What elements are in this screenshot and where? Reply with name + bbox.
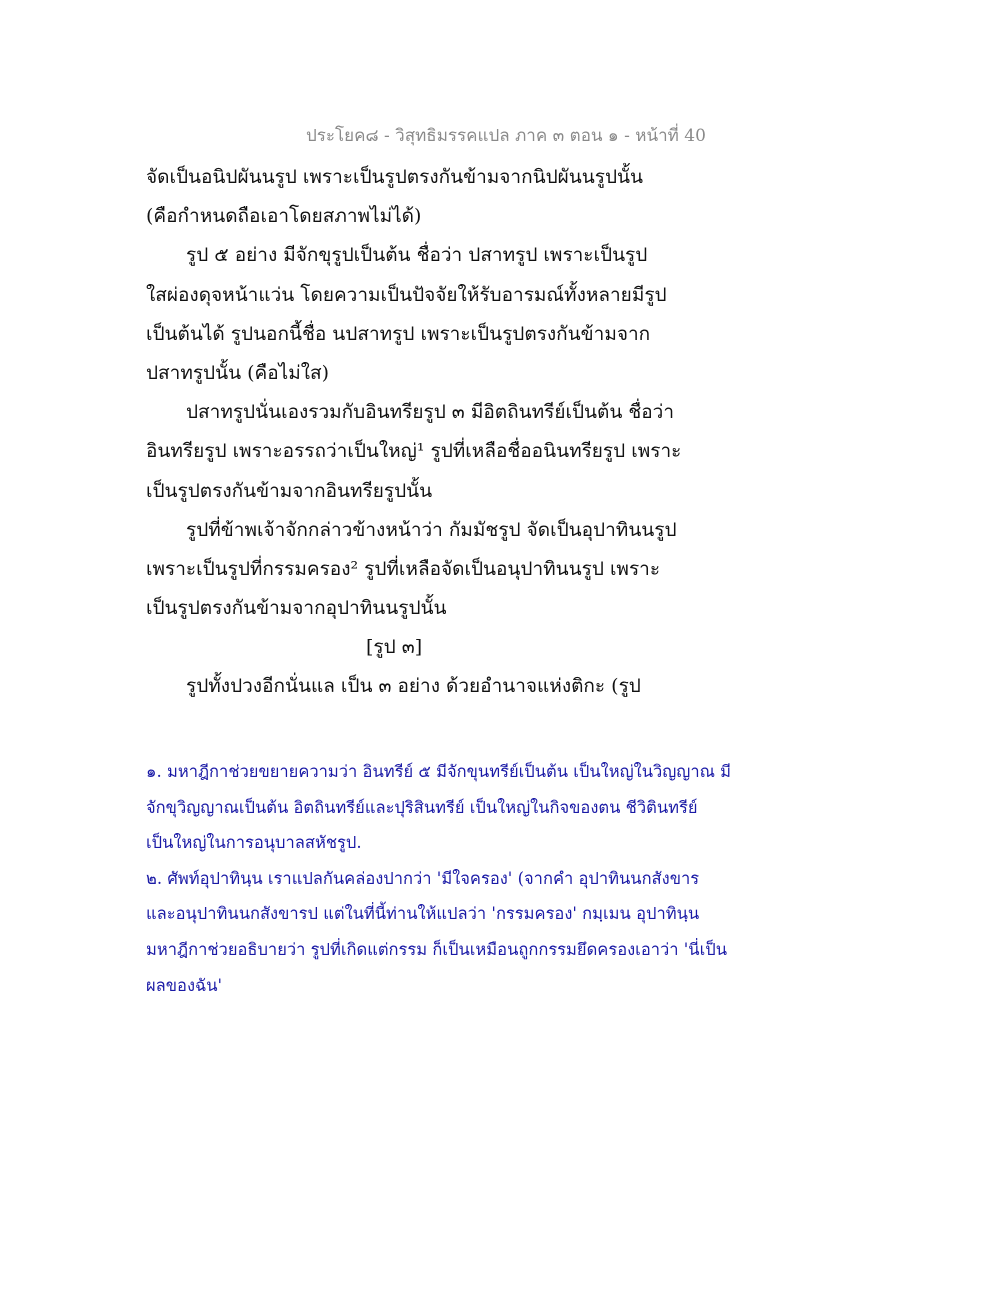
body-line: อินทรียรูป เพราะอรรถว่าเป็นใหญ่¹ รูปที่เหลือชื่ออนินทรียรูป เพราะ [146, 440, 682, 463]
footnote-line: จักขุวิญญาณเป็นต้น อิตถินทรีย์และปุริสินทรีย์ เป็นใหญ่ในกิจของตน ชีวิตินทรีย์ [146, 797, 698, 817]
section-heading: [รูป ๓] [366, 636, 423, 659]
body-line: เป็นต้นได้ รูปนอกนี้ชื่อ นปสาทรูป เพราะเป็นรูปตรงกันข้ามจาก [146, 322, 651, 345]
main-body-text [146, 158, 766, 707]
body-line: รูปที่ข้าพเจ้าจักกล่าวข้างหน้าว่า กัมมัชรูป จัดเป็นอุปาทินนรูป [186, 518, 677, 541]
body-line: รูป ๕ อย่าง มีจักขุรูปเป็นต้น ชื่อว่า ปสาทรูป เพราะเป็นรูป [186, 244, 648, 267]
body-line: (คือกำหนดถือเอาโดยสภาพไม่ได้) [146, 205, 422, 228]
footnote-line: เป็นใหญ่ในการอนุบาลสหัชรูป. [146, 833, 362, 853]
body-line: เพราะเป็นรูปที่กรรมครอง² รูปที่เหลือจัดเป็นอนุปาทินนรูป เพราะ [146, 557, 661, 580]
footnote-line: มหาฎีกาช่วยอธิบายว่า รูปที่เกิดแต่กรรม ก็เป็นเหมือนถูกกรรมยึดครองเอาว่า 'นี่เป็น [146, 939, 727, 959]
body-line: เป็นรูปตรงกันข้ามจากอินทรียรูปนั้น [146, 479, 433, 502]
footnote-line: ๑. มหาฎีกาช่วยขยายความว่า อินทรีย์ ๕ มีจักขุนทรีย์เป็นต้น เป็นใหญ่ในวิญญาณ มี [146, 762, 732, 781]
footnotes-section [146, 754, 786, 1003]
body-line: ใสผ่องดุจหน้าแว่น โดยความเป็นปัจจัยให้รับอารมณ์ทั้งหลายมีรูป [146, 283, 667, 306]
page-header-running-title: ประโยค๘ - วิสุทธิมรรคแปล ภาค ๓ ตอน ๑ - หน้าที่ 40 [306, 126, 706, 146]
body-line: ปสาทรูปนั้น (คือไม่ใส) [146, 361, 330, 384]
body-line: เป็นรูปตรงกันข้ามจากอุปาทินนรูปนั้น [146, 597, 447, 620]
footnote-line: ๒. ศัพท์อุปาทินฺน เราแปลกันคล่องปากว่า 'มีใจครอง' (จากคำ อุปาทินนกสังขาร [146, 868, 700, 888]
body-line: จัดเป็นอนิปผันนรูป เพราะเป็นรูปตรงกันข้ามจากนิปผันนรูปนั้น [146, 166, 643, 188]
footnote-line: และอนุปาทินนกสังขารป แต่ในที่นี้ท่านให้แปลว่า 'กรรมครอง' กมฺเมน อุปาทินฺน [146, 904, 700, 924]
body-line: รูปทั้งปวงอีกนั่นแล เป็น ๓ อย่าง ด้วยอำนาจแห่งติกะ (รูป [186, 675, 641, 698]
body-line: ปสาทรูปนั่นเองรวมกับอินทรียรูป ๓ มีอิตถินทรีย์เป็นต้น ชื่อว่า [186, 401, 675, 424]
footnote-line: ผลของฉัน' [146, 975, 223, 995]
